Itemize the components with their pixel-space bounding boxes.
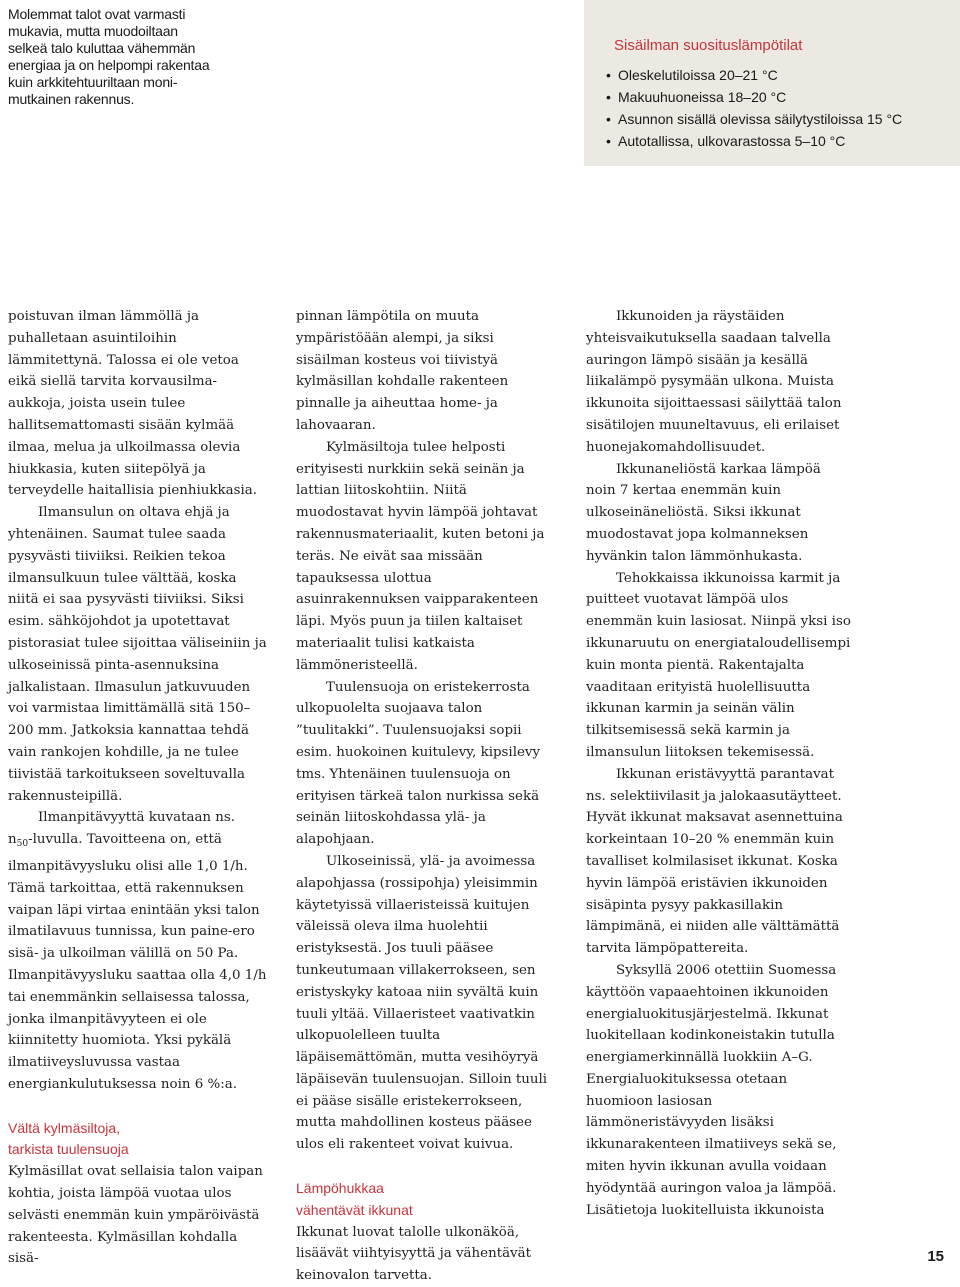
sidebar-note-line: kuin arkkitehtuuriltaan moni- — [8, 74, 178, 90]
bullet-icon: • — [606, 111, 611, 127]
infobox-item-text: Asunnon sisällä olevissa säilytystiloissa 15 °C — [618, 111, 903, 127]
section-heading-line: vähentävät ikkunat — [296, 1201, 413, 1218]
sidebar-note — [8, 6, 218, 108]
sidebar-note-line: Molemmat talot ovat varmasti — [8, 6, 186, 22]
sidebar-note-line: mukavia, mutta muodoiltaan — [8, 23, 178, 39]
paragraph: Kylmäsillat ovat sellaisia talon vaipan kohtia, joista lämpöä vuotaa ulos selvästi enemmän kuin ympäröivästä rakenteesta. Kylmäsillan kohdalla sisä- — [8, 1164, 263, 1267]
page-number: 15 — [927, 1248, 944, 1265]
paragraph: poistuvan ilman lämmöllä ja puhalletaan asuintiloihin lämmitettynä. Talossa ei ole vetoa eikä siellä tarvita korvausilma-aukkoja, joista usein tulee hallitsemattomasti sisään kylmää ilmaa, melua ja ulkoilmassa olevia hiukkasia, kuten siitepölyä ja terveydelle haitallisia pienhiukkasia. — [8, 309, 258, 499]
paragraph: Ilmanpitävyyttä kuvataan ns. — [38, 810, 236, 826]
section-heading-line: Lämpöhukkaa — [296, 1180, 384, 1197]
n50-symbol: n — [8, 832, 17, 848]
section-heading-line: Vältä kylmäsiltoja, — [8, 1119, 121, 1136]
n50-subscript: 50 — [16, 839, 29, 850]
paragraph: pinnan lämpötila on muuta ympäristöään alempi, ja siksi sisäilman kosteus voi tiivistyä kylmäsillan kohdalle rakenteen pinnalle ja aiheuttaa home- ja lahovaaran. — [296, 309, 509, 433]
text-column-3 — [586, 306, 852, 1221]
paragraph: Ikkunaneliöstä karkaa lämpöä noin 7 kertaa enemmän kuin ulkoseinäneliöstä. Siksi ikkunat muodostavat jopa kolmanneksen hyvänkin talon lämmönhukasta. — [586, 461, 821, 564]
paragraph-text: -luvulla. Tavoitteena on, että ilmanpitävyysluku olisi alle 1,0 1/h. Tämä tarkoittaa, että rakennuksen vaipan läpi virtaa enintään yksi talon ilmatilavuus tunnissa, kun paine-ero sisä- ja ulkoilman välillä on 50 Pa. Ilmanpitävyysluku saattaa olla 4,0 1/h tai enemmänkin sellaisessa talossa, jonka ilmanpitävyyteen ei ole kiinnitetty huomiota. Yksi pykälä ilmatiiveysluvussa vastaa energiankulutuksessa noin 6 %:a. — [8, 832, 267, 1092]
bullet-icon: • — [606, 89, 611, 105]
paragraph: Ulkoseinissä, ylä- ja avoimessa alapohjassa (rossipohja) yleisimmin käytetyissä villaeristeissä kuitujen väleissä oleva ilma huolehtii eristyksestä. Jos tuuli pääsee tunkeutumaan villakerrokseen, sen eristyskyky katoaa niin syvältä kuin tuuli yltää. Villaeristeet vaativatkin ulkopuolelleen tuulta läpäisemättömän, mutta vesihöyryä läpäisevän tuulensuojan. Silloin tuuli ei pääse sisälle eristekerrokseen, mutta mahdollinen kosteus pääsee ulos eli rakenteet voivat kuivua. — [296, 853, 548, 1153]
paragraph: Ikkunan eristävyyttä parantavat ns. selektiivilasit ja jalokaasutäytteet. Hyvät ikkunat maksavat asennettuina korkeintaan 10–20 % enemmän kuin tavalliset kolmilasiset ikkunat. Koska hyvin lämpöä eristävien ikkunoiden sisäpinta pysyy pakkasillakin lämpimänä, ei niiden alle välttämättä tarvita lämpöpattereita. — [586, 766, 843, 957]
paragraph — [8, 829, 270, 1096]
bullet-icon: • — [606, 67, 611, 83]
infobox-item — [606, 108, 902, 130]
paragraph: Tuulensuoja on eristekerrosta ulkopuolelta suojaava talon ”tuulitakki”. Tuulensuojaksi sopii esim. huokoinen kuitulevy, kipsilevy tms. Yhtenäinen tuulensuoja on erityisen tärkeä talon nurkissa sekä seinän liitoskohdassa ylä- ja alapohjaan. — [296, 679, 541, 848]
section-heading-line: tarkista tuulensuoja — [8, 1141, 129, 1158]
infobox-title: Sisäilman suosituslämpötilat — [614, 37, 803, 54]
infobox-item — [606, 86, 902, 108]
text-column-1 — [8, 306, 270, 1270]
paragraph: Syksyllä 2006 otettiin Suomessa käyttöön vapaaehtoinen ikkunoiden energialuokitusjärjestelmä. Ikkunat luokitellaan kodinkoneistakin tutulla energiamerkinnällä luokkiin A–G. Energialuokituksessa otetaan huomioon lasiosan lämmöneristävyyden lisäksi ikkunarakenteen ilmatiiveys sekä se, miten hyvin ikkunan avulla voidaan hyödyntää auringon valoa ja lämpöä. Lisätietoja luokitelluista ikkunoista — [586, 962, 837, 1218]
paragraph: Kylmäsiltoja tulee helposti erityisesti nurkkiin sekä seinän ja lattian liitoskohtiin. Niitä muodostavat hyvin lämpöä johtavat rakennusmateriaalit, kuten betoni ja teräs. Ne eivät saa missään tapauksessa ulottua asuinrakennuksen vaipparakenteen läpi. Myös puun ja tiilen kaltaiset materiaalit tulisi katkaista lämmöneristeellä. — [296, 439, 545, 673]
infobox-item-text: Oleskelutiloissa 20–21 °C — [618, 67, 778, 83]
sidebar-note-line: mutkainen rakennus. — [8, 91, 135, 107]
paragraph: Ilmansulun on oltava ehjä ja yhtenäinen. Saumat tulee saada pysyvästi tiiviiksi. Reikien tekoa ilmansulkuun tulee välttää, koska niitä ei saa pysyvästi tiiviiksi. Siksi esim. sähköjohdot ja upotettavat pistorasiat tulee sijoittaa väliseiniin ja ulkoseinissä pinta-asennuksina jalkalistaan. Ilmasulun jatkuvuuden voi varmistaa limittämällä sitä 150–200 mm. Jatkoksia kannattaa tehdä vain rankojen kohdille, ja ne tulee tiivistää tarkoitukseen soveltuvalla rakennusteipillä. — [8, 505, 267, 804]
paragraph: Ikkunat luovat talolle ulkonäköä, lisäävät viihtyisyyttä ja vähentävät keinovalon tarvetta. — [296, 1224, 531, 1284]
sidebar-note-line: energiaa ja on helpompi rakentaa — [8, 57, 210, 73]
text-column-2 — [296, 306, 558, 1287]
bullet-icon: • — [606, 133, 611, 149]
paragraph: Ikkunoiden ja räystäiden yhteisvaikutuksella saadaan talvella auringon lämpö sisään ja kesällä liikalämpö pysymään ulkona. Muista ikkunoita sijoittaessasi säilyttää talon sisätilojen muuneltavuus, eli erilaiset huonejakomahdollisuudet. — [586, 309, 842, 455]
infobox-item-text: Makuuhuoneissa 18–20 °C — [618, 89, 787, 105]
infobox-list — [606, 64, 902, 152]
infobox-item-text: Autotallissa, ulkovarastossa 5–10 °C — [618, 133, 846, 149]
paragraph: Tehokkaissa ikkunoissa karmit ja puitteet vuotavat lämpöä ulos enemmän kuin lasiosat. Niinpä yksi iso ikkunaruutu on energiataloudellisempi kuin monta pientä. Rakentajalta vaaditaan erityistä huolellisuutta ikkunan karmin ja seinän välin tilkitsemisessä sekä karmin ja ilmansulun liitoksen tekemisessä. — [586, 570, 851, 760]
section-heading — [8, 1118, 270, 1162]
infobox-item — [606, 64, 902, 86]
section-heading — [296, 1178, 558, 1222]
sidebar-note-line: selkeä talo kuluttaa vähemmän — [8, 40, 196, 56]
temperature-infobox — [584, 0, 960, 166]
infobox-item — [606, 130, 902, 152]
